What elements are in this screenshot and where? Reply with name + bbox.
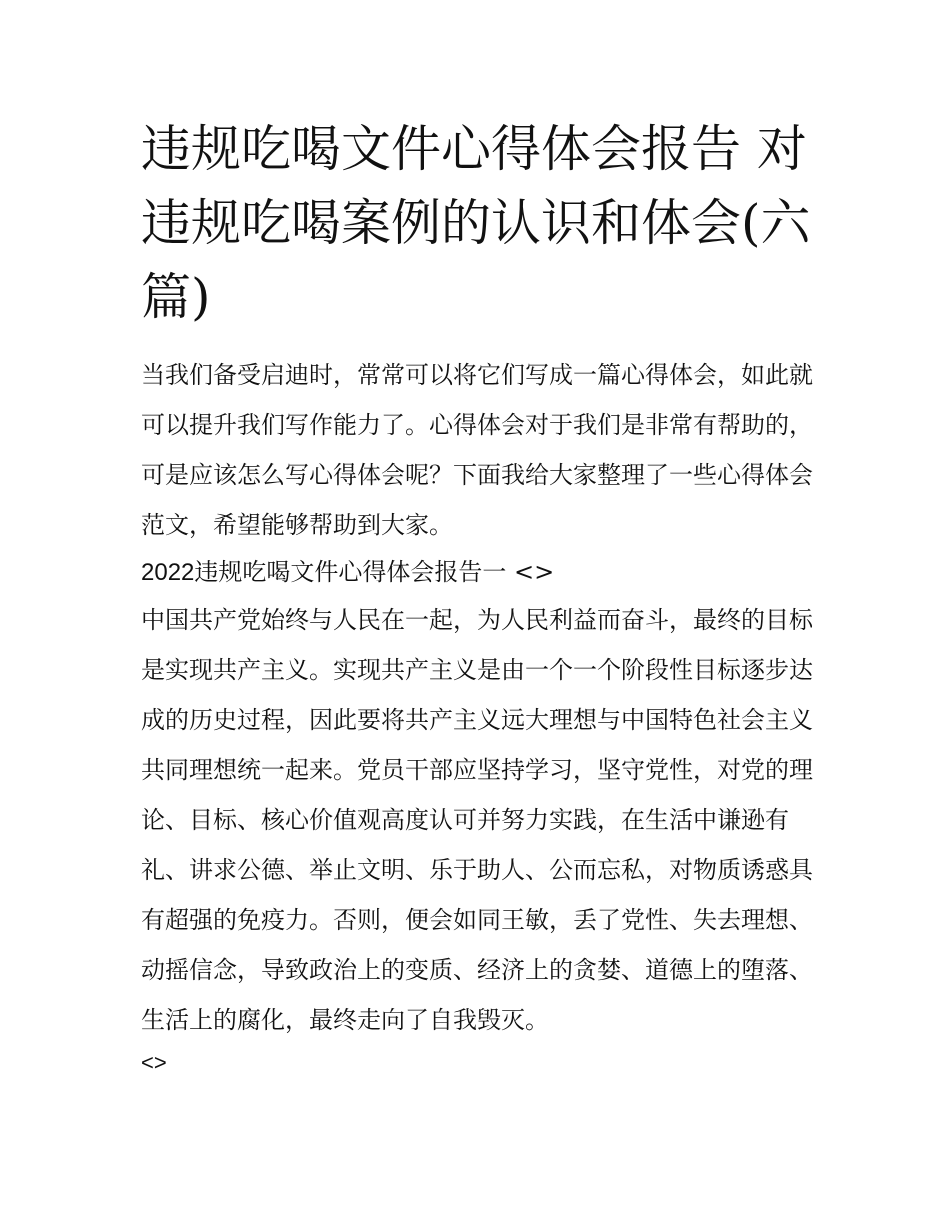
section-end-marker: <> [141,1050,167,1075]
section-year: 2022 [141,559,195,586]
section-heading-text: 违规吃喝文件心得体会报告一 <> [194,558,555,586]
document-title: 违规吃喝文件心得体会报告 对违规吃喝案例的认识和体会(六篇) [141,120,811,326]
intro-paragraph: 当我们备受启迪时，常常可以将它们写成一篇心得体会，如此就可以提升我们写作能力了。心得体会对于我们是非常有帮助的，可是应该怎么写心得体会呢？下面我给大家整理了一些心得体会范文，希望能够帮助到大家。 [141,361,813,539]
section-body-paragraph: 中国共产党始终与人民在一起，为人民利益而奋斗，最终的目标是实现共产主义。实现共产主义是由一个一个阶段性目标逐步达成的历史过程，因此要将共产主义远大理想与中国特色社会主义共同理想统一起来。党员干部应坚持学习，坚守党性，对党的理论、目标、核心价值观高度认可并努力实践，在生活中谦逊有礼、讲求公德、举止文明、乐于助人、公而忘私，对物质诱惑具有超强的免疫力。否则，便会如同王敏，丢了党性、失去理想、动摇信念，导致政治上的变质、经济上的贪婪、道德上的堕落、生活上的腐化，最终走向了自我毁灭。 [141,606,813,1034]
section-heading [141,550,813,595]
document-content [141,112,813,1081]
